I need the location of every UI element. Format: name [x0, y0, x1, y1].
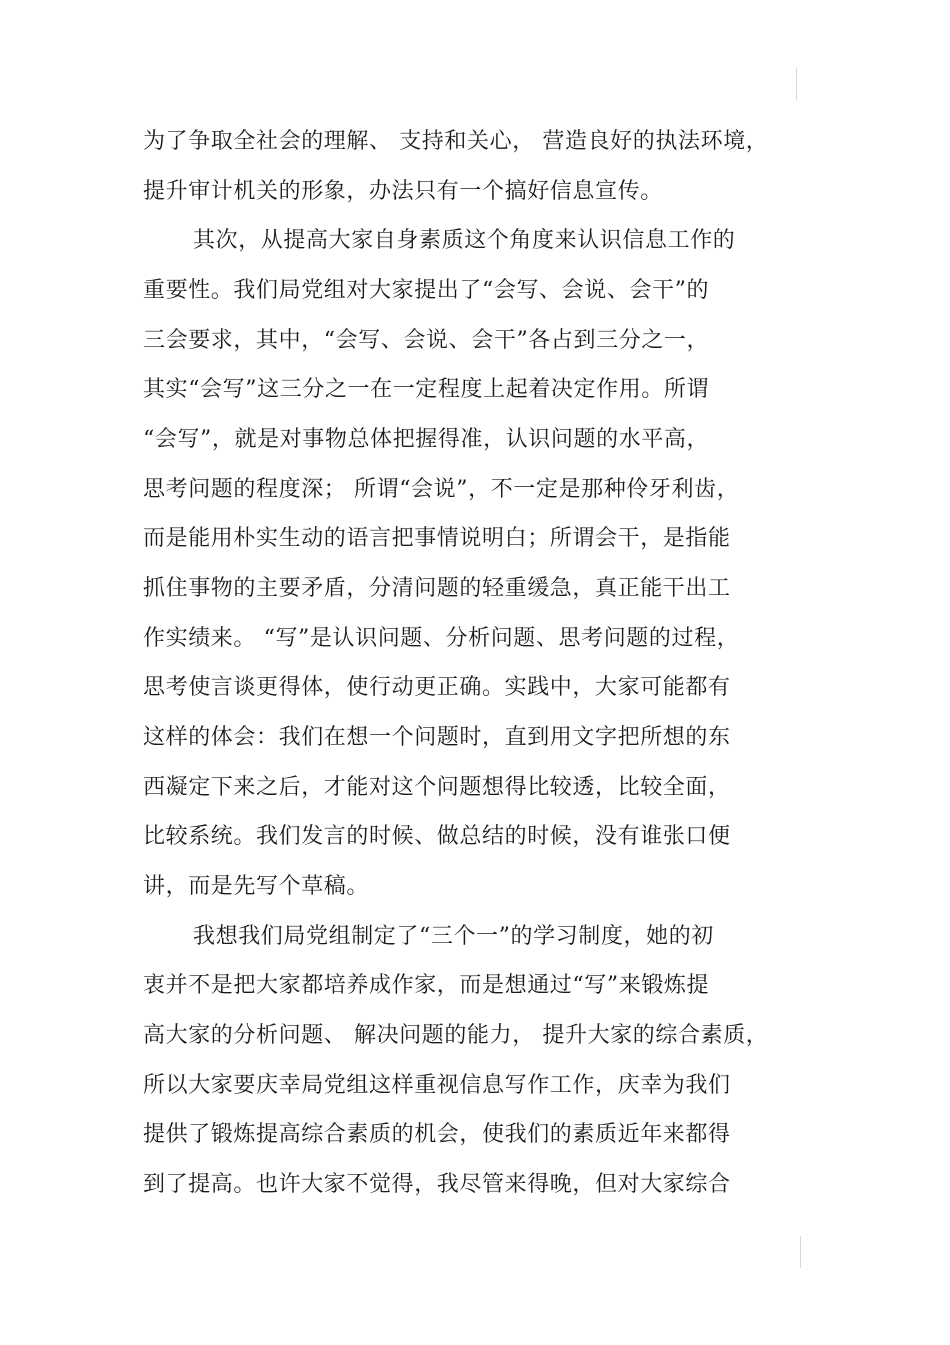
body-line-8: 思考问题的程度深； 所谓“会说”，不一定是那种伶牙利齿，	[143, 477, 740, 502]
body-line-22: 到了提高。也许大家不觉得，我尽管来得晚，但对大家综合	[143, 1172, 731, 1197]
body-line-16: 讲，而是先写个草稿。	[143, 874, 370, 899]
body-line-21: 提供了锻炼提高综合素质的机会，使我们的素质近年来都得	[143, 1122, 731, 1147]
body-line-20: 所以大家要庆幸局党组这样重视信息写作工作，庆幸为我们	[143, 1073, 731, 1098]
body-line-2: 提升审计机关的形象，办法只有一个搞好信息宣传。	[143, 179, 663, 204]
body-line-7: “会写”，就是对事物总体把握得准，认识问题的水平高，	[143, 427, 710, 452]
body-line-12: 思考使言谈更得体，使行动更正确。实践中，大家可能都有	[143, 675, 731, 700]
body-line-5: 三会要求，其中，“会写、会说、会干”各占到三分之一，	[143, 328, 710, 353]
body-line-1: 为了争取全社会的理解、 支持和关心， 营造良好的执法环境，	[143, 129, 769, 154]
bottom-right-edge-mark	[800, 1236, 801, 1268]
paragraph-2-line-1: 其次，从提高大家自身素质这个角度来认识信息工作的	[193, 228, 736, 253]
body-line-6: 其实“会写”这三分之一在一定程度上起着决定作用。所谓	[143, 377, 710, 402]
body-line-9: 而是能用朴实生动的语言把事情说明白；所谓会干，是指能	[143, 526, 731, 551]
body-line-4: 重要性。我们局党组对大家提出了“会写、会说、会干”的	[143, 278, 710, 303]
top-right-edge-mark	[796, 68, 797, 100]
body-line-13: 这样的体会：我们在想一个问题时，直到用文字把所想的东	[143, 725, 731, 750]
paragraph-3-line-1: 我想我们局党组制定了“三个一”的学习制度，她的初	[193, 924, 714, 949]
body-line-14: 西凝定下来之后，才能对这个问题想得比较透，比较全面，	[143, 775, 731, 800]
body-line-19: 高大家的分析问题、 解决问题的能力， 提升大家的综合素质，	[143, 1023, 769, 1048]
body-line-15: 比较系统。我们发言的时候、做总结的时候，没有谁张口便	[143, 824, 731, 849]
body-line-18: 衷并不是把大家都培养成作家，而是想通过“写”来锻炼提	[143, 973, 710, 998]
body-line-11: 作实绩来。 “写”是认识问题、分析问题、思考问题的过程，	[143, 626, 740, 651]
body-line-10: 抓住事物的主要矛盾，分清问题的轻重缓急，真正能干出工	[143, 576, 731, 601]
